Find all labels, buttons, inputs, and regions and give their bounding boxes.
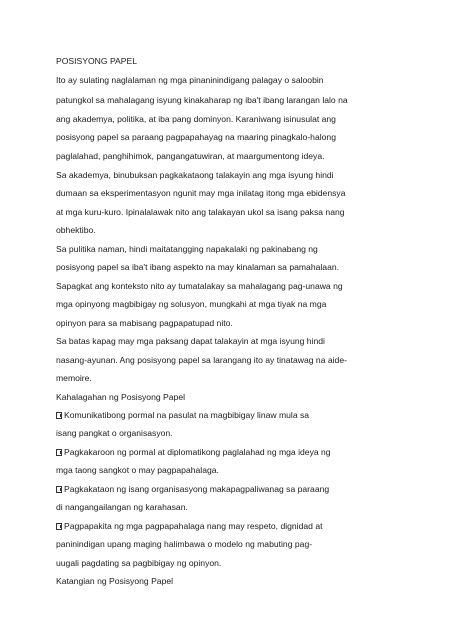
- checkbox-bullet-icon: [56, 449, 62, 456]
- paragraph-line: opinyon para sa mabisang pagpapatupad nito.: [56, 318, 233, 328]
- paragraph-line: Ito ay sulating naglalaman ng mga pinaninindigang palagay o saloobin: [56, 75, 324, 85]
- list-item: [56, 447, 331, 458]
- checkbox-bullet-icon: [56, 486, 62, 493]
- document-title: POSISYONG PAPEL: [56, 56, 138, 66]
- list-item: [56, 410, 309, 421]
- list-item-continuation: mga taong sangkot o may pagpapahalaga.: [56, 465, 219, 475]
- paragraph-line: at mga kuru-kuro. Ipinalalawak nito ang talakayan ukol sa isang paksa nang: [56, 207, 345, 217]
- paragraph-line: ang akademya, politika, at iba pang dominyon. Karaniwang isinusulat ang: [56, 114, 336, 124]
- paragraph-line: paglalahad, panghihimok, pangangatuwiran, at maargumentong ideya.: [56, 151, 325, 161]
- list-item-text: Pagpapakita ng mga pagpapahalaga nang may respeto, dignidad at: [64, 521, 323, 531]
- paragraph-line: nasang-ayunan. Ang posisyong papel sa larangang ito ay tinatawag na aide-: [56, 355, 347, 365]
- paragraph-line: memoire.: [56, 373, 92, 383]
- section-heading: Kahalagahan ng Posisyong Papel: [56, 392, 186, 402]
- paragraph-line: Sa akademya, binubuksan pagkakataong talakayin ang mga isyung hindi: [56, 170, 334, 180]
- checkbox-bullet-icon: [56, 523, 62, 530]
- list-item-continuation: uugali pagdating sa pagbibigay ng opinyon.: [56, 558, 222, 568]
- paragraph-line: Sapagkat ang konteksto nito ay tumatalakay sa mahalagang pag-unawa ng: [56, 281, 343, 291]
- list-item-continuation: paninindigan upang maging halimbawa o modelo ng mabuting pag-: [56, 539, 313, 549]
- list-item-continuation: isang pangkat o organisasyon.: [56, 428, 173, 438]
- list-item-text: Pagkakaroon ng pormal at diplomatikong paglalahad ng mga ideya ng: [64, 447, 331, 457]
- checkbox-bullet-icon: [56, 412, 62, 419]
- paragraph-line: posisyong papel sa paraang pagpapahayag na maaring pinagkalo-halong: [56, 132, 336, 142]
- list-item-text: Komunikatibong pormal na pasulat na magbibigay linaw mula sa: [64, 410, 310, 420]
- list-item-continuation: di nangangailangan ng karahasan.: [56, 502, 188, 512]
- list-item-text: Pagkakataon ng isang organisasyong makapagpaliwanag sa paraang: [64, 484, 330, 494]
- paragraph-line: obhektibo.: [56, 225, 96, 235]
- list-item: [56, 521, 323, 532]
- paragraph-line: dumaan sa eksperimentasyon ngunit may mga inilatag itong mga ebidensya: [56, 188, 346, 198]
- paragraph-line: Sa pulitika naman, hindi maitatangging napakalaki ng pakinabang ng: [56, 244, 318, 254]
- paragraph-line: Sa batas kapag may mga paksang dapat talakayin at mga isyung hindi: [56, 336, 325, 346]
- paragraph-line: mga opinyong magbibigay ng solusyon, mungkahi at mga tiyak na mga: [56, 299, 327, 309]
- section-heading: Katangian ng Posisyong Papel: [56, 576, 174, 586]
- paragraph-line: posisyong papel sa iba't ibang aspekto na may kinalaman sa pamahalaan.: [56, 262, 340, 272]
- paragraph-line: patungkol sa mahalagang isyung kinakaharap ng iba't ibang larangan lalo na: [56, 95, 348, 105]
- list-item: [56, 484, 329, 495]
